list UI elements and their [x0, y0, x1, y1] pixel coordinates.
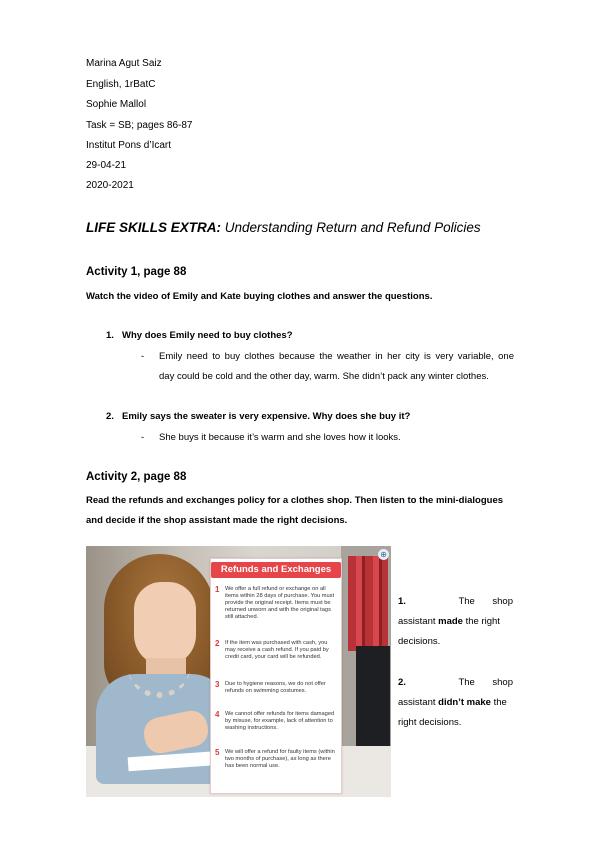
title-text: Understanding Return and Refund Policies: [221, 220, 481, 235]
policy-rule-number: 2: [215, 639, 220, 648]
refunds-policy-panel: [210, 558, 342, 794]
answer-1-line-1: Emily need to buy clothes because the weather in her city is very variable, one: [159, 351, 514, 362]
question-2-number: 2.: [106, 411, 114, 422]
magnifier-plus-icon[interactable]: ⊕: [378, 549, 389, 560]
activity2-heading: Activity 2, page 88: [86, 471, 187, 483]
answer-a2-number: 2.: [398, 677, 406, 688]
answer-a1-text: the right: [462, 616, 500, 627]
answer-a1-word: shop: [492, 596, 513, 607]
activity1-heading: Activity 1, page 88: [86, 266, 187, 278]
answer-1-dash: -: [141, 351, 145, 362]
answer-a1-line-2: [398, 616, 500, 627]
activity1-instruction: Watch the video of Emily and Kate buying clothes and answer the questions.: [86, 291, 433, 302]
answer-a2-line-3: right decisions.: [398, 717, 462, 728]
answer-a2-text: the: [490, 697, 507, 708]
school-year: 2020-2021: [86, 180, 134, 191]
policy-rule-text: We cannot offer refunds for items damaged by misuse, for example, lack of attention to washing instructions.: [225, 711, 335, 731]
question-2: [106, 411, 410, 422]
date: 29-04-21: [86, 160, 127, 171]
answer-a1-word: The: [458, 596, 475, 607]
question-1-number: 1.: [106, 330, 114, 341]
answer-a1-bold: made: [438, 616, 463, 627]
course: English, 1rBatC: [86, 79, 156, 90]
textbook-image: [86, 546, 391, 797]
answer-a2-text: assistant: [398, 697, 439, 708]
answer-a2-line-1: [398, 677, 513, 688]
activity2-instruction-line-1: Read the refunds and exchanges policy for a clothes shop. Then listen to the mini-dialogues: [86, 495, 504, 506]
answer-a2-word: The: [458, 677, 475, 688]
answer-a1-line-1: [398, 596, 513, 607]
question-1-text: Why does Emily need to buy clothes?: [122, 330, 293, 341]
answer-2-dash: -: [141, 432, 145, 443]
policy-rule-text: If the item was purchased with cash, you may receive a cash refund. If you paid by credit card, your card will be refunded.: [225, 640, 329, 660]
answer-1-line-2: day could be cold and the other day, warm. She didn’t pack any winter clothes.: [159, 371, 489, 382]
panel-title: Refunds and Exchanges: [211, 562, 341, 578]
policy-rule-number: 4: [215, 710, 220, 719]
student-name: Marina Agut Saiz: [86, 58, 162, 69]
teacher-name: Sophie Mallol: [86, 99, 147, 110]
answer-a2-bold: didn’t make: [438, 697, 491, 708]
answer-a2-line-2: [398, 697, 507, 708]
answer-a1-line-3: decisions.: [398, 636, 441, 647]
answer-2-text: She buys it because it’s warm and she loves how it looks.: [159, 432, 401, 443]
task-line: Task = SB; pages 86-87: [86, 120, 193, 131]
page-title: [86, 220, 481, 235]
policy-rule-text: We offer a full refund or exchange on all items within 28 days of purchase. You must provide the original receipt. Items must be returned unworn and with the original tags still attached.: [225, 586, 335, 620]
policy-rule-text: We will offer a refund for faulty items (within two months of purchase), as long as there has been normal use.: [225, 749, 335, 769]
answer-a1-text: assistant: [398, 616, 439, 627]
title-prefix: LIFE SKILLS EXTRA:: [86, 220, 221, 235]
woman-face: [134, 582, 196, 666]
question-2-text: Emily says the sweater is very expensive. Why does she buy it?: [122, 411, 411, 422]
school-name: Institut Pons d’Icart: [86, 140, 172, 151]
policy-rule-number: 3: [215, 680, 220, 689]
policy-rule-text: Due to hygiene reasons, we do not offer refunds on swimming costumes.: [225, 681, 326, 694]
policy-rule-number: 1: [215, 585, 220, 594]
computer-monitor: [356, 646, 390, 751]
answer-a2-word: shop: [492, 677, 513, 688]
clothes-rack: [348, 556, 388, 651]
activity2-instruction-line-2: and decide if the shop assistant made the right decisions.: [86, 515, 348, 526]
answer-a1-number: 1.: [398, 596, 406, 607]
question-1: [106, 330, 293, 341]
policy-rule-number: 5: [215, 748, 220, 757]
